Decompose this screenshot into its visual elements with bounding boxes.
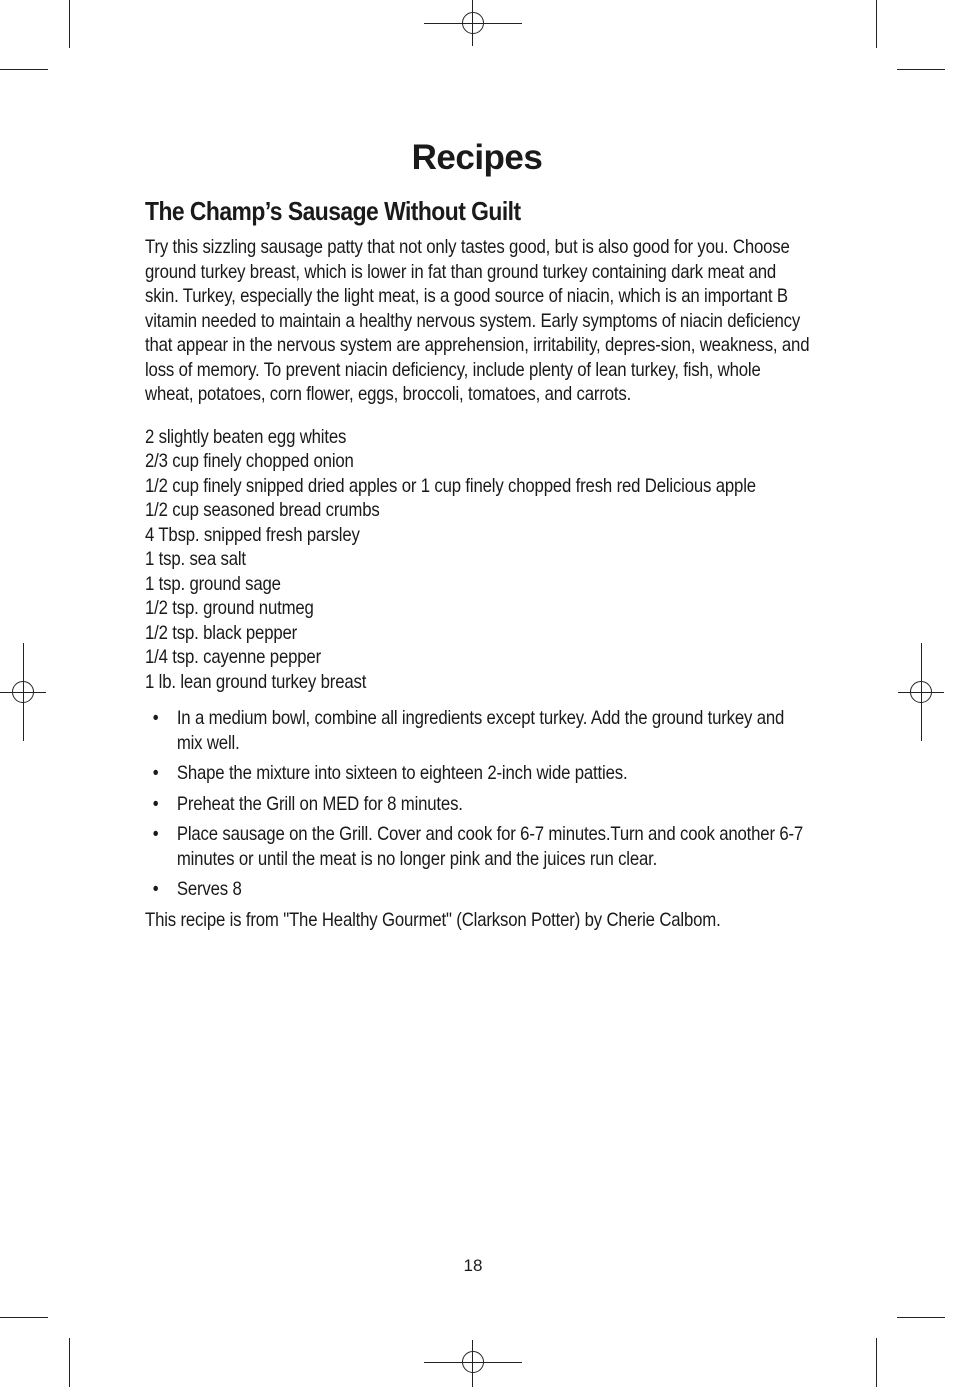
crop-mark [69, 0, 70, 48]
ingredient-item: 1/4 tsp. cayenne pepper [145, 646, 321, 668]
ingredient-item: 2 slightly beaten egg whites [145, 425, 347, 448]
instruction-text: Serves 8 [176, 878, 242, 900]
crop-mark [69, 1338, 70, 1387]
ingredient-item: 1 tsp. ground sage [145, 572, 281, 595]
ingredient-item: 2/3 cup finely chopped onion [145, 450, 354, 472]
instruction-step [145, 822, 810, 871]
registration-mark-circle [910, 681, 932, 703]
crop-mark [897, 1317, 945, 1318]
ingredient-list [145, 425, 810, 695]
ingredient-item: 1/2 cup finely snipped dried apples or 1 cup finely chopped fresh red Delicious apple [145, 474, 756, 497]
bullet-icon: • [152, 823, 159, 845]
ingredient-item: 4 Tbsp. snipped fresh parsley [145, 523, 360, 546]
crop-mark [0, 69, 48, 70]
bullet-icon: • [152, 792, 159, 815]
instruction-list [145, 706, 810, 902]
recipe-source: This recipe is from "The Healthy Gourmet" (Clarkson Potter) by Cherie Calbom. [145, 908, 721, 931]
instruction-step [145, 792, 810, 817]
registration-mark-circle [12, 681, 34, 703]
registration-mark-circle [462, 1351, 484, 1373]
crop-mark [876, 1338, 877, 1387]
ingredient-item: 1/2 tsp. black pepper [145, 621, 298, 644]
recipe-title: The Champ’s Sausage Without Guilt [145, 196, 521, 226]
instruction-step [145, 761, 810, 786]
bullet-icon: • [152, 707, 159, 729]
recipe-intro: Try this sizzling sausage patty that not only tastes good, but is also good for you. Choose ground turkey breast, which is lower in fat than ground turkey containing dark meat and skin. Turkey, especially the light meat, is a good source of niacin, which is an important B vitamin needed to maintain a healthy nervous system. Early symptoms of niacin deficiency that appear in the nervous system are apprehension, irritability, depres-sion, weakness, and loss of memory. To prevent niacin deficiency, include plenty of lean turkey, fish, whole wheat, potatoes, corn flower, eggs, broccoli, tomatoes, and carrots. [145, 236, 810, 405]
instruction-text: Shape the mixture into sixteen to eighteen 2-inch wide patties. [176, 762, 628, 784]
ingredient-item: 1/2 tsp. ground nutmeg [145, 597, 314, 619]
instruction-text: In a medium bowl, combine all ingredients except turkey. Add the ground turkey and mix well. [176, 707, 785, 754]
instruction-step [145, 877, 810, 902]
page-number: 18 [463, 1256, 483, 1275]
instruction-text: Place sausage on the Grill. Cover and cook for 6-7 minutes.Turn and cook another 6-7 minutes or until the meat is no longer pink and the juices run clear. [176, 823, 804, 870]
instruction-text: Preheat the Grill on MED for 8 minutes. [176, 792, 463, 815]
instruction-step [145, 706, 810, 755]
main-content [145, 132, 810, 932]
crop-mark [897, 69, 945, 70]
crop-mark [876, 0, 877, 48]
registration-mark-circle [462, 12, 484, 34]
ingredient-item: 1 lb. lean ground turkey breast [145, 670, 367, 693]
page-title: Recipes [411, 138, 543, 177]
bullet-icon: • [152, 762, 159, 784]
crop-mark [0, 1317, 48, 1318]
ingredient-item: 1/2 cup seasoned bread crumbs [145, 499, 380, 521]
bullet-icon: • [152, 878, 159, 900]
ingredient-item: 1 tsp. sea salt [145, 548, 246, 570]
